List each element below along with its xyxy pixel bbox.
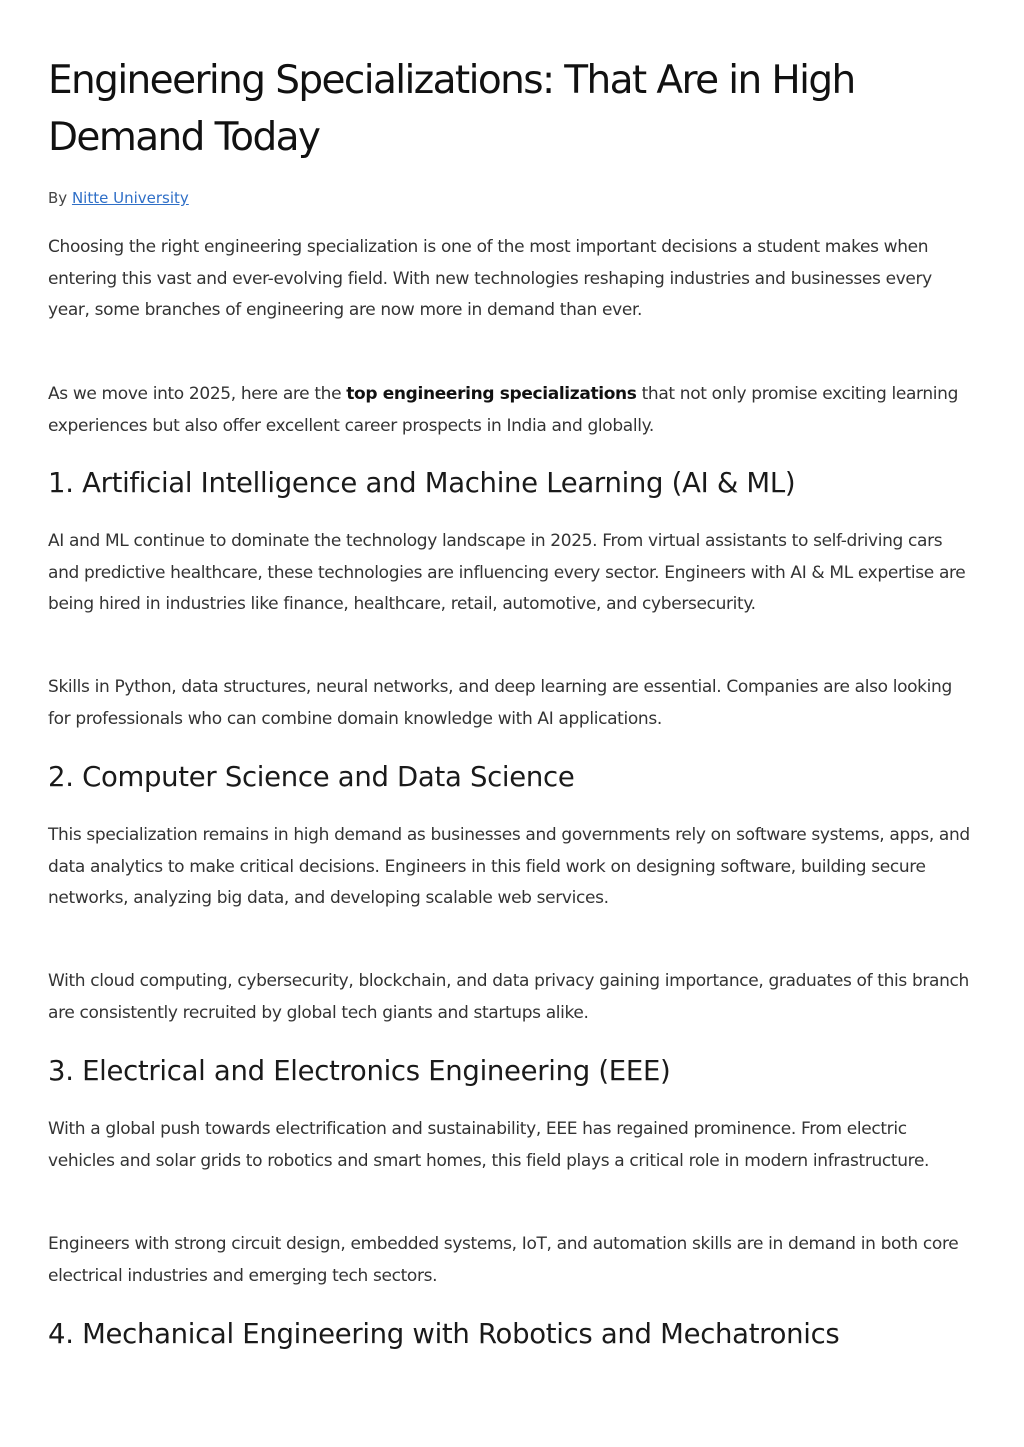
intro-2-bold: top engineering specializations [346, 384, 637, 404]
section-1-heading: 1. Artificial Intelligence and Machine Learning (AI & ML) [48, 467, 796, 499]
intro-paragraph-1: Choosing the right engineering specialization is one of the most important decisions a student makes when entering this vast and ever-evolving field. With new technologies reshaping industries and businesses every year, some branches of engineering are now more in demand than ever. [48, 237, 932, 320]
section-3-heading: 3. Electrical and Electronics Engineering (EEE) [48, 1055, 671, 1087]
section-2-paragraph-1: This specialization remains in high demand as businesses and governments rely on software systems, apps, and data analytics to make critical decisions. Engineers in this field work on designing software, building secure networks, analyzing big data, and developing scalable web services. [48, 825, 970, 908]
author-link[interactable]: Nitte University [71, 189, 189, 207]
intro-2-after: that not only promise exciting learning experiences but also offer excellent career prospects in India and globally. [48, 384, 959, 436]
intro-paragraph-2 [48, 379, 978, 442]
section-3-paragraph-2: Engineers with strong circuit design, embedded systems, IoT, and automation skills are in demand in both core electrical industries and emerging tech sectors. [48, 1234, 959, 1286]
section-1-paragraph-1: AI and ML continue to dominate the technology landscape in 2025. From virtual assistants to self-driving cars and predictive healthcare, these technologies are influencing every sector. Engineers with AI & ML expertise are being hired in industries like finance, healthcare, retail, automotive, and cybersecurity. [48, 531, 966, 614]
section-3-paragraph-1: With a global push towards electrification and sustainability, EEE has regained prominence. From electric vehicles and solar grids to robotics and smart homes, this field plays a critical role in modern infrastructure. [48, 1119, 930, 1171]
section-1-paragraph-2: Skills in Python, data structures, neural networks, and deep learning are essential. Companies are also looking for professionals who can combine domain knowledge with AI applications. [48, 677, 952, 729]
byline [48, 187, 189, 209]
intro-2-before: As we move into 2025, here are the [48, 384, 347, 404]
article-title: Engineering Specializations: That Are in High Demand Today [48, 58, 855, 160]
byline-prefix: By [48, 189, 68, 207]
section-4-heading: 4. Mechanical Engineering with Robotics and Mechatronics [48, 1318, 840, 1350]
section-2-heading: 2. Computer Science and Data Science [48, 761, 575, 793]
section-2-paragraph-2: With cloud computing, cybersecurity, blockchain, and data privacy gaining importance, graduates of this branch are consistently recruited by global tech giants and startups alike. [48, 971, 969, 1023]
